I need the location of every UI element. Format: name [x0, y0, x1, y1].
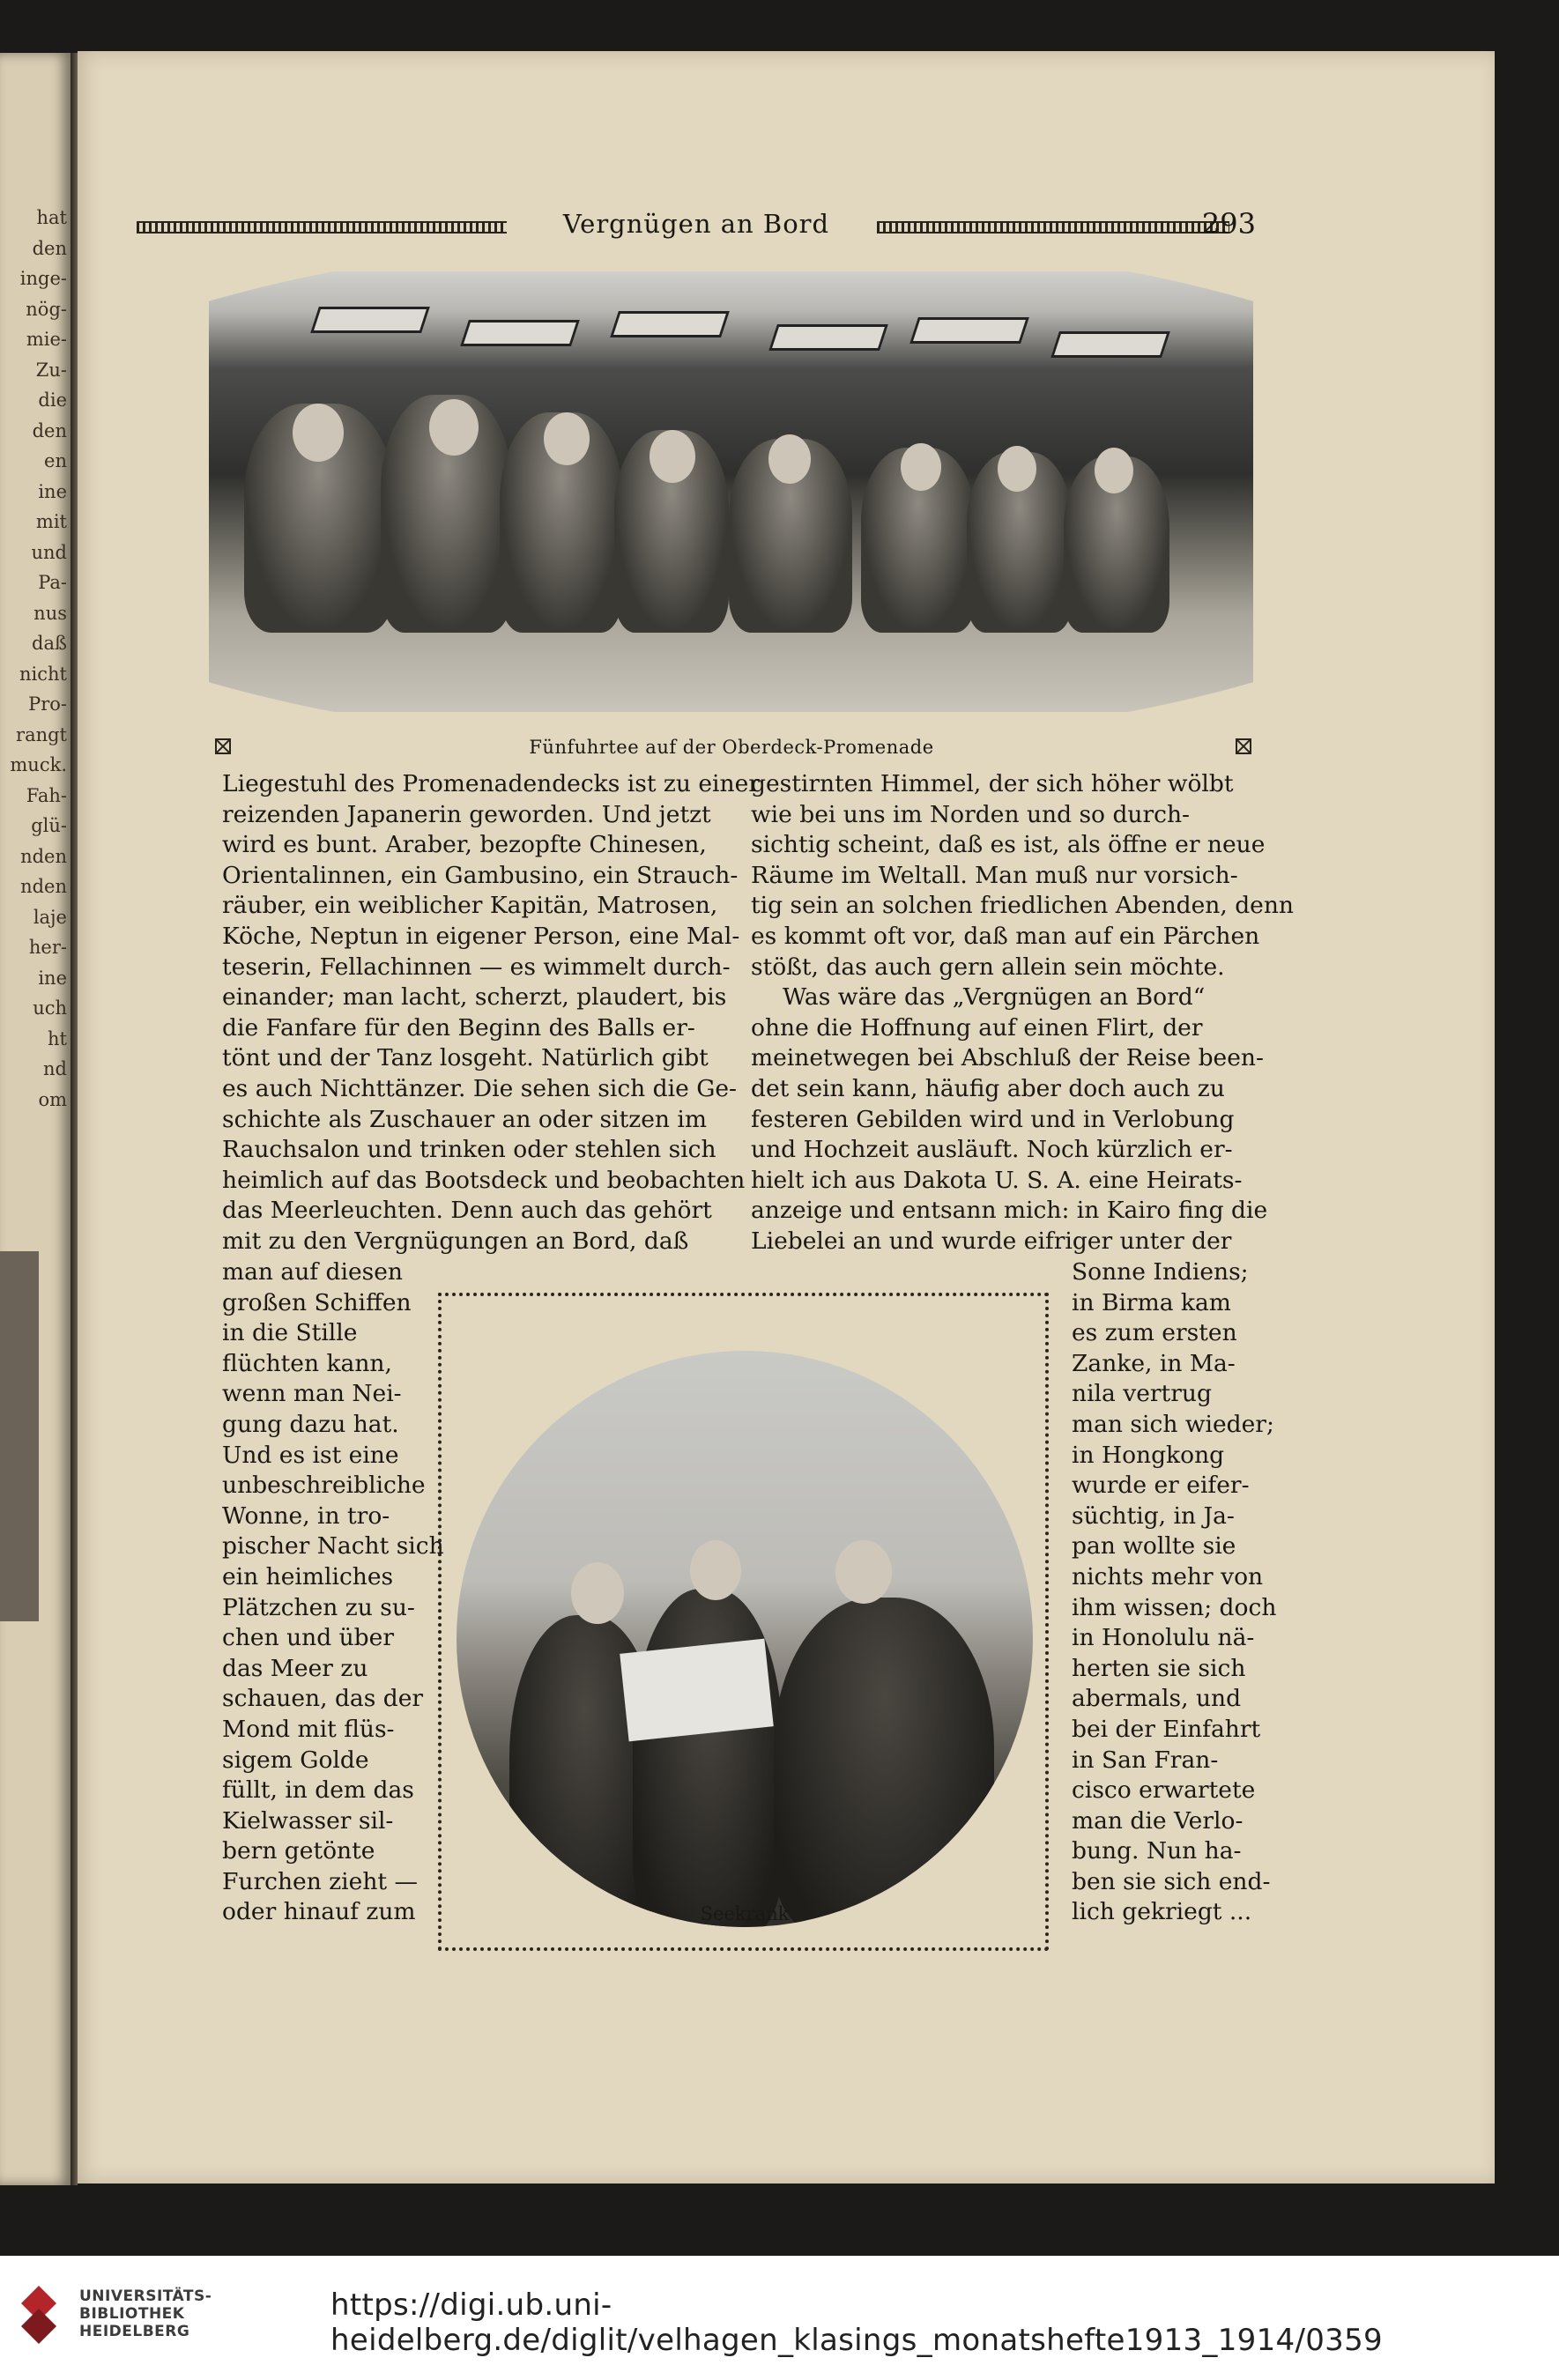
facing-text-line: her-	[28, 937, 67, 958]
facing-text-line: om	[38, 1088, 67, 1110]
porthole-window	[460, 320, 580, 346]
person-head	[571, 1562, 624, 1624]
text-line: und Hochzeit ausläuft. Noch kürzlich er-	[751, 1136, 1233, 1164]
facing-text-line: nd	[43, 1058, 67, 1079]
text-line: oder hinauf zum	[222, 1898, 416, 1926]
text-line: meinetwegen bei Abschluß der Reise been-	[751, 1044, 1264, 1072]
text-line: Rauchsalon und trinken oder stehlen sich	[222, 1136, 716, 1164]
facing-text-line: mie-	[26, 329, 67, 350]
text-line: in Honolulu nä-	[1072, 1624, 1255, 1652]
text-line: Räume im Weltall. Man muß nur vorsich-	[751, 861, 1238, 889]
text-line: herten sie sich	[1072, 1654, 1246, 1682]
facing-text-line: ht	[48, 1027, 67, 1049]
text-line: großen Schiffen	[222, 1288, 412, 1316]
text-line: einander; man lacht, scherzt, plaudert, bis	[222, 983, 727, 1012]
text-line: nila vertrug	[1072, 1380, 1212, 1408]
text-line: cisco erwartete	[1072, 1776, 1256, 1805]
passenger-head	[293, 404, 344, 462]
text-line: ein heimliches	[222, 1562, 394, 1590]
text-line: det sein kann, häufig aber doch auch zu	[751, 1074, 1225, 1102]
text-line: flüchten kann,	[222, 1349, 392, 1377]
facing-page-photo-fragment	[0, 1251, 39, 1621]
facing-text-line: Zu-	[35, 359, 67, 381]
running-title: Vergnügen an Bord	[562, 209, 830, 239]
text-line: das Meerleuchten. Denn auch das gehört	[222, 1197, 712, 1225]
text-line: bung. Nun ha-	[1072, 1837, 1242, 1865]
text-line: Mond mit flüs-	[222, 1715, 395, 1743]
text-line: man sich wieder;	[1072, 1410, 1274, 1438]
facing-text-line: ine	[38, 967, 67, 989]
facing-text-line: ine	[38, 480, 67, 502]
porthole-window	[610, 311, 730, 337]
text-line: in Birma kam	[1072, 1288, 1231, 1316]
digitization-footer	[0, 2256, 1559, 2380]
permalink-url[interactable]: https://digi.ub.uni-heidelberg.de/diglit/velhagen_klasings_monatshefte1913_1914/0359	[330, 2287, 1383, 2358]
text-line: Liegestuhl des Promenadendecks ist zu einer	[222, 770, 760, 797]
text-line: lich gekriegt ...	[1072, 1898, 1252, 1926]
text-line: tönt und der Tanz losgeht. Natürlich gibt	[222, 1044, 709, 1072]
text-line: festeren Gebilden wird und in Verlobung	[751, 1105, 1235, 1133]
facing-text-line: nus	[33, 602, 67, 624]
text-line: mit zu den Vergnügungen an Bord, daß	[222, 1227, 689, 1255]
facing-text-line: und	[31, 541, 67, 563]
text-line: es zum ersten	[1072, 1319, 1237, 1347]
figure-caption: Seekrank	[700, 1903, 790, 1924]
text-line: stößt, das auch gern allein sein möchte.	[751, 953, 1225, 981]
library-name	[79, 2287, 212, 2340]
facing-text-line: nicht	[19, 663, 67, 685]
text-line: schichte als Zuschauer an oder sitzen im	[222, 1105, 708, 1133]
passenger-head	[650, 430, 695, 483]
text-line: räuber, ein weiblicher Kapitän, Matrosen,	[222, 892, 718, 920]
text-line: reizenden Japanerin geworden. Und jetzt	[222, 800, 711, 828]
header-ornament-right	[877, 221, 1229, 234]
text-line: es kommt oft vor, daß man auf ein Pärchen	[751, 922, 1260, 950]
box-ornament	[1236, 738, 1251, 754]
text-line: Orientalinnen, ein Gambusino, ein Strauch-	[222, 861, 739, 889]
facing-text-line: mit	[35, 511, 67, 532]
text-line: ben sie sich end-	[1072, 1867, 1271, 1895]
text-line: süchtig, in Ja-	[1072, 1501, 1235, 1530]
facing-text-line: Pa-	[38, 572, 67, 593]
porthole-window	[310, 307, 430, 333]
text-line: in San Fran-	[1072, 1746, 1219, 1774]
text-line: Plätzchen zu su-	[222, 1593, 415, 1621]
facing-text-line: den	[32, 237, 67, 259]
facing-text-line: die	[38, 389, 67, 411]
facing-text-line: muck.	[10, 754, 67, 775]
text-line: die Fanfare für den Beginn des Balls er-	[222, 1013, 695, 1042]
text-line: Kielwasser sil-	[222, 1806, 394, 1835]
person-head	[835, 1540, 892, 1604]
passenger-head	[998, 446, 1036, 492]
library-name-line: BIBLIOTHEK	[79, 2305, 185, 2323]
text-line: ohne die Hoffnung auf einen Flirt, der	[751, 1013, 1203, 1042]
text-line: teserin, Fellachinnen — es wimmelt durch-	[222, 953, 731, 981]
photo-seasick	[457, 1351, 1033, 1927]
facing-text-line: daß	[32, 633, 67, 654]
facing-text-line: rangt	[16, 723, 67, 745]
text-line: bern getönte	[222, 1837, 375, 1865]
facing-text-line: en	[44, 450, 67, 471]
text-line: anzeige und entsann mich: in Kairo fing die	[751, 1197, 1268, 1225]
facing-text-line: nden	[20, 845, 67, 867]
text-line: Was wäre das „Vergnügen an Bord“	[783, 983, 1206, 1012]
text-line: unbeschreibliche	[222, 1472, 426, 1500]
figure-caption: Fünfuhrtee auf der Oberdeck-Promenade	[529, 737, 934, 758]
facing-text-line: inge-	[19, 268, 67, 289]
facing-text-line: nög-	[26, 298, 67, 320]
text-line: tig sein an solchen friedlichen Abenden, denn	[751, 892, 1294, 920]
text-line: hielt ich aus Dakota U. S. A. eine Heirats-	[751, 1166, 1243, 1194]
text-line: Liebelei an und wurde eifriger unter der	[751, 1227, 1232, 1255]
text-line: Und es ist eine	[222, 1441, 399, 1469]
person-head	[690, 1540, 741, 1600]
text-line: gung dazu hat.	[222, 1410, 399, 1438]
text-column-right-narrow	[1072, 1257, 1277, 1928]
facing-text-line: nden	[20, 876, 67, 897]
facing-text-line: glü-	[31, 815, 67, 836]
book-gutter	[71, 53, 78, 2185]
text-line: Köche, Neptun in eigener Person, eine Mal-	[222, 922, 740, 950]
text-line: pan wollte sie	[1072, 1532, 1236, 1561]
passenger-head	[1095, 448, 1133, 493]
text-line: Zanke, in Ma-	[1072, 1349, 1236, 1377]
text-line: Wonne, in tro-	[222, 1501, 390, 1530]
text-line: schauen, das der	[222, 1685, 424, 1713]
text-line: wird es bunt. Araber, bezopfte Chinesen,	[222, 831, 707, 859]
text-line: gestirnten Himmel, der sich höher wölbt	[751, 770, 1234, 797]
facing-text-line: Pro-	[28, 693, 67, 715]
text-line: wie bei uns im Norden und so durch-	[751, 800, 1191, 828]
facing-text-line: uch	[33, 997, 67, 1019]
text-column-right	[751, 769, 1294, 1257]
passenger-head	[429, 399, 479, 456]
text-line: wurde er eifer-	[1072, 1472, 1250, 1500]
text-line: sigem Golde	[222, 1746, 369, 1774]
text-line: das Meer zu	[222, 1654, 368, 1682]
photo-five-oclock-tea	[209, 271, 1253, 712]
text-line: in die Stille	[222, 1319, 358, 1347]
porthole-window	[909, 317, 1029, 344]
porthole-window	[768, 324, 888, 351]
text-line: heimlich auf das Bootsdeck und beobachten	[222, 1166, 746, 1194]
text-line: in Hongkong	[1072, 1441, 1225, 1469]
page-number: 293	[1201, 207, 1256, 241]
passenger-head	[768, 434, 811, 484]
passenger-head	[544, 412, 590, 465]
text-column-left-narrow	[222, 1257, 444, 1928]
porthole-window	[1050, 331, 1170, 358]
text-line: nichts mehr von	[1072, 1562, 1264, 1590]
text-line: füllt, in dem das	[222, 1776, 414, 1805]
text-line: Furchen zieht —	[222, 1867, 418, 1895]
facing-text-line: den	[32, 419, 67, 441]
text-line: abermals, und	[1072, 1685, 1242, 1713]
text-line: es auch Nichttänzer. Die sehen sich die Ge-	[222, 1074, 737, 1102]
newspaper	[620, 1639, 774, 1742]
facing-text-line: hat	[36, 207, 67, 228]
text-column-left	[222, 769, 760, 1257]
text-line: bei der Einfahrt	[1072, 1715, 1261, 1743]
library-name-line: HEIDELBERG	[79, 2323, 190, 2340]
text-line: wenn man Nei-	[222, 1380, 402, 1408]
library-logo-icon	[18, 2282, 60, 2353]
text-line: sichtig scheint, daß es ist, als öffne er neue	[751, 831, 1266, 859]
facing-text-line: Fah-	[26, 784, 67, 806]
person-figure	[774, 1598, 994, 1927]
facing-page-edge	[0, 53, 71, 2185]
running-header	[137, 209, 1256, 244]
text-line: chen und über	[222, 1624, 394, 1652]
text-line: pischer Nacht sich	[222, 1532, 444, 1561]
passenger-head	[901, 443, 941, 491]
text-line: ihm wissen; doch	[1072, 1593, 1277, 1621]
text-line: man die Verlo-	[1072, 1806, 1243, 1835]
facing-page-text	[4, 203, 67, 1115]
text-line: Sonne Indiens;	[1072, 1258, 1249, 1286]
text-line: man auf diesen	[222, 1258, 403, 1286]
library-name-line: UNIVERSITÄTS-	[79, 2287, 212, 2305]
facing-text-line: laje	[33, 906, 67, 928]
